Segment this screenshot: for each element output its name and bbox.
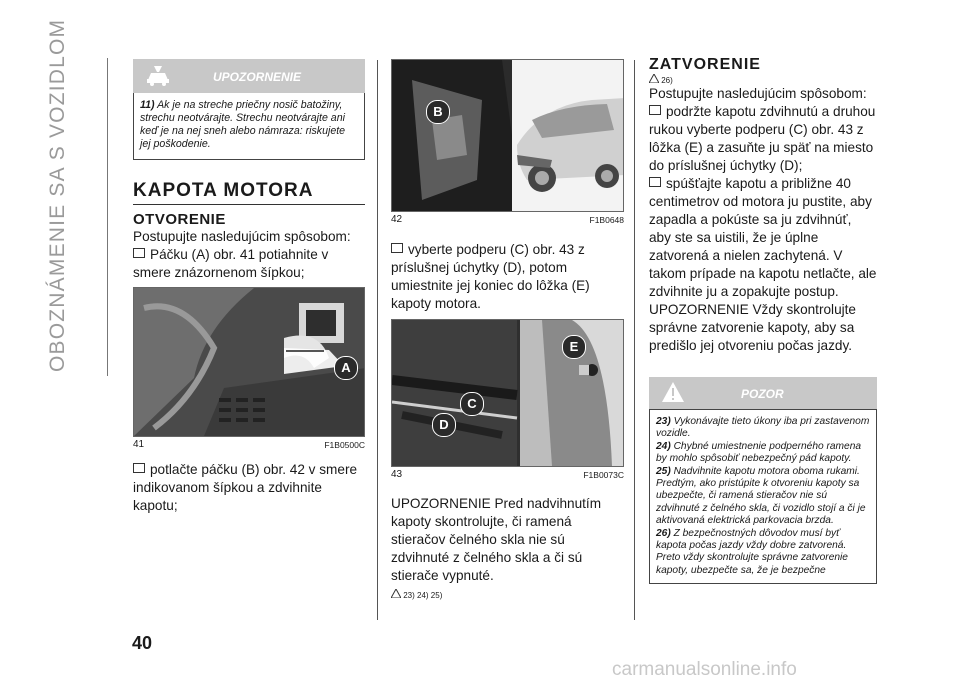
figure-callout-b: B [426,100,450,124]
close-step-2-text: spúšťajte kapotu a približne 40 centimetrov od motora ju pustite, aby zapadla a pokúste sa ju zdvihnúť, aby ste sa uistili, že je úplne zatvorená a nielen zachytená. V takom prípade na kapotu netlačte, ale zdvihnite ju a zopakujte postup. [649,176,877,299]
figure-41 [133,287,365,437]
close-step-2 [649,175,877,301]
step-2-text: potlačte páčku (B) obr. 42 v smere indikovanom šípkou a zdvihnite kapotu; [133,462,358,513]
hood-release-illustration [392,60,624,211]
column-divider-1 [377,60,378,620]
support-rod-illustration [392,320,624,466]
figure-code: F1B0073C [583,470,624,480]
figure-43 [391,319,624,467]
pozor-text: Vykonávajte tieto úkony iba pri zastavenom vozidle. [656,416,870,440]
intro-text: Postupujte nasledujúcim spôsobom: [133,229,351,244]
section-heading: ZATVORENIE [649,56,761,73]
figure-callout-c: C [460,392,484,416]
pozor-number: 25) [656,465,671,477]
close-step-1-text: podržte kapotu zdvihnutú a druhou rukou vyberte podperu (C) obr. 43 z lôžka (E) a zasuňte ju späť na miesto do príslušnej úchytky (D); [649,104,876,173]
bullet-icon [649,105,661,115]
pozor-number: 26) [656,527,671,539]
figure-42 [391,59,624,212]
step-1 [133,246,365,282]
caution-note: UPOZORNENIE Pred nadvihnutím kapoty skontrolujte, či ramená stieračov čelného skla nie sú zdvihnuté z čelného skla a či sú stierače vypnuté. [391,496,602,583]
closing-note: UPOZORNENIE Vždy skontrolujte správne zatvorenie kapoty, aby sa predišlo jej otvoreniu počas jazdy. [649,302,856,353]
heading-rule [133,204,365,205]
column-2 [391,59,624,600]
pozor-text: Nadvihnite kapotu motora oboma rukami. Predtým, ako pristúpite k otvoreniu kapoty sa ubezpečte, či ramená stieračov nie sú zdvihnuté z čelného skla, či vozidlo stojí a či je aktivovaná elektrická parkovacia brzda. [656,465,866,527]
heading-ref [649,74,877,85]
warning-number: 11) [140,99,155,111]
column-divider-2 [634,60,635,620]
warning-text: Ak je na streche priečny nosič batožiny, strechu neotvárajte. Strechu neotvárajte ani keď je na nej sneh alebo námraza: riskujete jej poškodenie. [140,99,346,150]
warning-header [133,59,365,93]
pozor-text: Z bezpečnostných dôvodov musí byť kapota počas jazdy vždy dobre zatvorená. Preto vždy skontrolujte správne zatvorenie kapoty, ubezpečte sa, že je bezpečne [656,527,848,576]
warning-triangle-icon [391,589,401,598]
bullet-icon [649,177,661,187]
car-warning-icon [145,63,171,87]
lever-illustration [134,288,365,436]
subheading: OTVORENIE [133,211,226,228]
step-3-text: vyberte podperu (C) obr. 43 z príslušnej úchytky (D), potom umiestnite jej koniec do lôžka (E) kapoty motora. [391,242,590,311]
warning-triangle-icon [649,74,659,83]
pozor-number: 23) [656,416,671,427]
step-2 [133,461,365,515]
pozor-item [656,416,870,441]
pozor-box [649,409,877,584]
figure-callout-e: E [562,335,586,359]
ref-text: 26) [661,76,673,85]
section-heading: KAPOTA MOTORA [133,180,314,201]
figure-41-caption [133,437,365,451]
step-1-text: Páčku (A) obr. 41 potiahnite v smere znázornenom šípkou; [133,247,329,280]
pozor-label: POZOR [741,387,784,401]
figure-43-caption [391,467,624,481]
pozor-item [656,441,870,466]
warning-box [133,93,365,160]
pozor-number: 24) [656,440,671,452]
figure-code: F1B0648 [589,215,624,225]
side-divider [107,58,108,376]
pozor-text: Chybné umiestnenie podperného ramena by mohlo spôsobiť nebezpečný pád kapoty. [656,440,862,465]
figure-number: 42 [391,214,403,225]
close-step-1 [649,103,877,175]
watermark: carmanualsonline.info [612,659,797,680]
intro-text: Postupujte nasledujúcim spôsobom: [649,86,867,101]
column-3 [649,56,877,584]
figure-42-caption [391,212,624,226]
figure-number: 41 [133,439,145,450]
figure-number: 43 [391,469,403,480]
pozor-item [656,528,870,578]
refs-text: 23) 24) 25) [403,591,443,600]
bullet-icon [133,463,145,473]
warning-refs [391,589,624,600]
step-3 [391,241,624,313]
figure-callout-d: D [432,413,456,437]
column-1 [133,59,365,515]
warning-triangle-icon [661,381,685,403]
bullet-icon [391,243,403,253]
figure-code: F1B0500C [324,440,365,450]
side-section-title: OBOZNÁMENIE SA S VOZIDLOM [46,18,69,372]
page-number: 40 [132,633,153,653]
pozor-header [649,377,877,409]
bullet-icon [133,248,145,258]
warning-label: UPOZORNENIE [213,70,302,84]
figure-callout-a: A [334,356,358,380]
pozor-item [656,466,870,528]
